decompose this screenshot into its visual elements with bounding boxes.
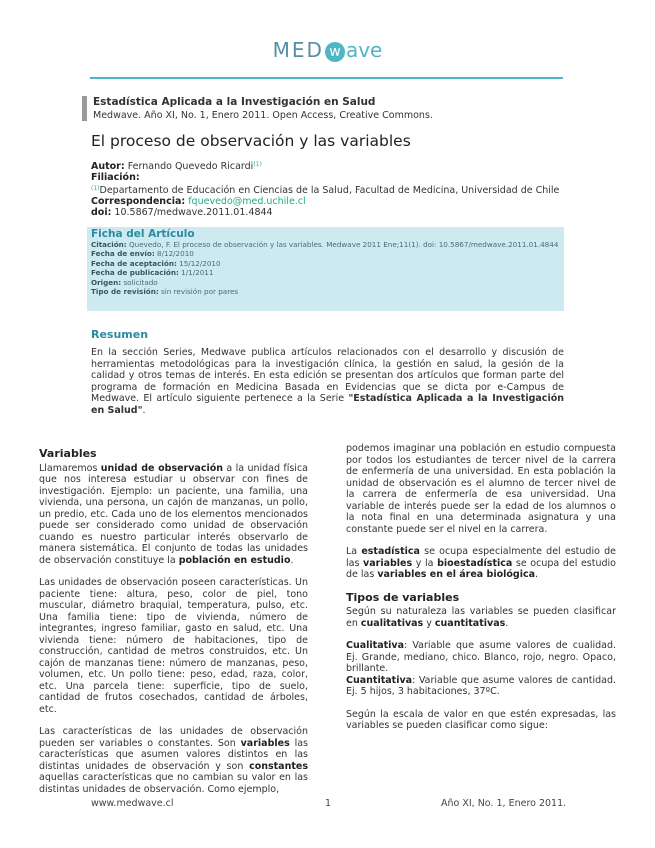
left-paragraph-3	[39, 726, 308, 795]
author-sup: (1)	[253, 161, 262, 168]
right-paragraph-2	[346, 546, 616, 581]
term-cuantitativas: cuantitativas	[434, 617, 506, 629]
citation-line	[91, 240, 560, 249]
text-run: La	[346, 546, 362, 557]
correspondence-label: Correspondencia:	[91, 196, 186, 207]
footer-issue: Año XI, No. 1, Enero 2011.	[441, 798, 567, 809]
left-paragraph-1	[39, 463, 308, 567]
term-variables: variables	[240, 737, 290, 749]
right-paragraph-3	[346, 606, 616, 629]
term-cualitativa: Cualitativa	[346, 640, 405, 651]
text-run: y	[423, 617, 435, 629]
logo-med-text: MED	[272, 38, 324, 62]
footer-url: www.medwave.cl	[91, 798, 174, 809]
citation-label: Citación:	[91, 240, 127, 249]
logo-w-circle: w	[325, 42, 345, 62]
definition-cuantitativa	[346, 675, 616, 698]
text-run: aquellas características que no cambian su valor en las distintas unidades de observación. Como ejemplo,	[39, 772, 308, 795]
text-run: las características que asumen valores distintos en las distintas unidades de observación y son	[39, 737, 308, 772]
left-column	[39, 448, 308, 806]
series-block	[82, 96, 562, 121]
term-unidad-observacion: unidad de observación	[100, 462, 224, 474]
affiliation-line	[91, 183, 571, 196]
accepted-date: 15/12/2010	[179, 258, 221, 268]
doi-label: doi:	[91, 207, 112, 218]
tipos-variables-heading: Tipos de variables	[346, 590, 460, 604]
abstract-series-name: "Estadística Aplicada a la Investigación en Salud"	[91, 393, 564, 416]
text-run: : Variable que asume valores de cualidad. Ej. Grande, mediano, chico. Blanco, rojo, negro. Opaco, brillante.	[346, 640, 616, 674]
article-meta	[91, 159, 571, 218]
right-paragraph-1: podemos imaginar una población en estudio compuesta por todos los estudiantes de tercer nivel de la carrera de enfermería de una universidad. En esta población la unidad de observación es el alumno de tercer nivel de la carrera de enfermería de esa universidad. Una variable de interés puede ser la edad de los alumnos o la nota final en una determinada asignatura y una constante puede ser el nivel en la carrera.	[346, 443, 616, 535]
header-rule	[90, 77, 563, 79]
published-date-label: Fecha de publicación:	[91, 268, 179, 278]
text-run: Las características de las unidades de observación pueden ser variables o constantes. Son	[39, 726, 308, 749]
sent-date-label: Fecha de envío:	[91, 249, 155, 259]
abstract-heading: Resumen	[91, 328, 149, 341]
author-name: Fernando Quevedo Ricardi	[127, 161, 254, 172]
term-variables-area-biologica: variables en el área biológica	[377, 569, 535, 580]
affiliation-label-line	[91, 172, 571, 183]
accepted-date-line	[91, 259, 560, 268]
published-date: 1/1/2011	[181, 268, 214, 278]
text-run: Llamaremos	[39, 462, 101, 474]
citation-text: Quevedo, F. El proceso de observación y las variables. Medwave 2011 Ene;11(1). doi: 10.5867/medwave.2011.01.4844	[128, 240, 559, 249]
term-constantes: constantes	[249, 760, 308, 772]
author-label: Autor:	[91, 161, 125, 172]
affiliation-label: Filiación:	[91, 172, 140, 183]
text-run: .	[505, 617, 509, 629]
term-poblacion-estudio: población en estudio	[178, 554, 291, 566]
text-run: y la	[412, 557, 438, 569]
abstract-text	[91, 347, 564, 416]
review-type-label: Tipo de revisión:	[91, 287, 159, 297]
review-type-value: sin revisión por pares	[161, 287, 239, 297]
text-run: .	[290, 554, 294, 566]
affiliation-sup: (1)	[91, 185, 100, 192]
abstract-end: .	[142, 404, 146, 416]
correspondence-email-link[interactable]: fquevedo@med.uchile.cl	[188, 196, 306, 207]
correspondence-line	[91, 196, 571, 207]
origin-label: Origen:	[91, 277, 122, 287]
text-run: a la unidad física que nos interesa estudiar u observar con fines de investigación. Ejemplo: un paciente, una familia, una vivienda, una persona, un cajón de manzanas, un pollo, un predio, etc. Cada uno de los elementos mencionados puede ser considerado como unidad de observación cuando es nuestro particular interés observarlo de manera sistemática. El conjunto de todas las unidades de observación constituye la	[39, 462, 308, 566]
right-paragraph-4: Según la escala de valor en que estén expresadas, las variables se pueden clasificar como sigue:	[346, 708, 616, 731]
series-title: Estadística Aplicada a la Investigación en Salud	[93, 96, 376, 108]
text-run: se ocupa del estudio de las	[346, 557, 616, 580]
term-variables: variables	[363, 557, 413, 569]
article-title: El proceso de observación y las variables	[91, 132, 411, 150]
origin-value: solicitado	[123, 277, 158, 287]
text-run: .	[535, 569, 539, 580]
doi-line	[91, 207, 571, 218]
term-cualitativas: cualitativas	[360, 617, 424, 629]
definition-cualitativa	[346, 640, 616, 675]
article-info-title: Ficha del Artículo	[91, 228, 195, 240]
text-run: : Variable que asume valores de cantidad. Ej. 5 hijos, 3 habitaciones, 37ºC.	[346, 674, 616, 697]
article-info-box	[87, 227, 564, 311]
series-meta: Medwave. Año XI, No. 1, Enero 2011. Open Access, Creative Commons.	[93, 110, 433, 121]
term-cuantitativa: Cuantitativa	[346, 674, 413, 686]
right-column	[346, 443, 616, 743]
term-bioestadistica: bioestadística	[437, 557, 513, 569]
origin-line	[91, 278, 560, 287]
published-date-line	[91, 268, 560, 277]
abstract-body: En la sección Series, Medwave publica artículos relacionados con el desarrollo y discusión de herramientas metodológicas para la investigación clínica, la gestión en salud, la gesión de la calidad y otros temas de interés. En esta edición se presentan dos artículos que forman parte del programa de formación en Medicina Basada en Evidencias que se dicta por e-Campus de Medwave. El artículo siguiente pertenece a la Serie	[91, 347, 564, 404]
term-estadistica: estadística	[361, 546, 420, 557]
doi-value: 10.5867/medwave.2011.01.4844	[114, 207, 273, 218]
text-run: se ocupa especialmente del estudio de las	[346, 546, 616, 569]
affiliation-text: Departamento de Educación en Ciencias de la Salud, Facultad de Medicina, Universidad de Chile	[99, 185, 560, 196]
sent-date: 8/12/2010	[157, 249, 194, 259]
footer-page-number: 1	[325, 798, 332, 809]
author-line	[91, 159, 571, 172]
logo-ave-text: ave	[345, 38, 383, 62]
variables-heading: Variables	[39, 447, 97, 460]
sent-date-line	[91, 249, 560, 258]
review-type-line	[91, 287, 560, 296]
left-paragraph-2: Las unidades de observación poseen características. Un paciente tiene: altura, peso, color de piel, tono muscular, diámetro braquial, temperatura, pulso, etc. Una familia tiene: tipo de vivienda, número de integrantes, ingreso familiar, gasto en salud, etc. Una vivienda tiene: número de habitaciones, tipo de construcción, cantidad de metros construidos, etc. Un cajón de manzanas tiene: número de manzanas, peso, volumen, etc. Un pollo tiene: peso, edad, raza, color, etc. Una parcela tiene: superficie, tipo de suelo, cantidad de frutos cosechados, cantidad de árboles, etc.	[39, 577, 308, 715]
medwave-logo	[0, 38, 655, 62]
text-run: Según su naturaleza las variables se pueden clasificar en	[346, 606, 616, 629]
accepted-date-label: Fecha de aceptación:	[91, 258, 177, 268]
